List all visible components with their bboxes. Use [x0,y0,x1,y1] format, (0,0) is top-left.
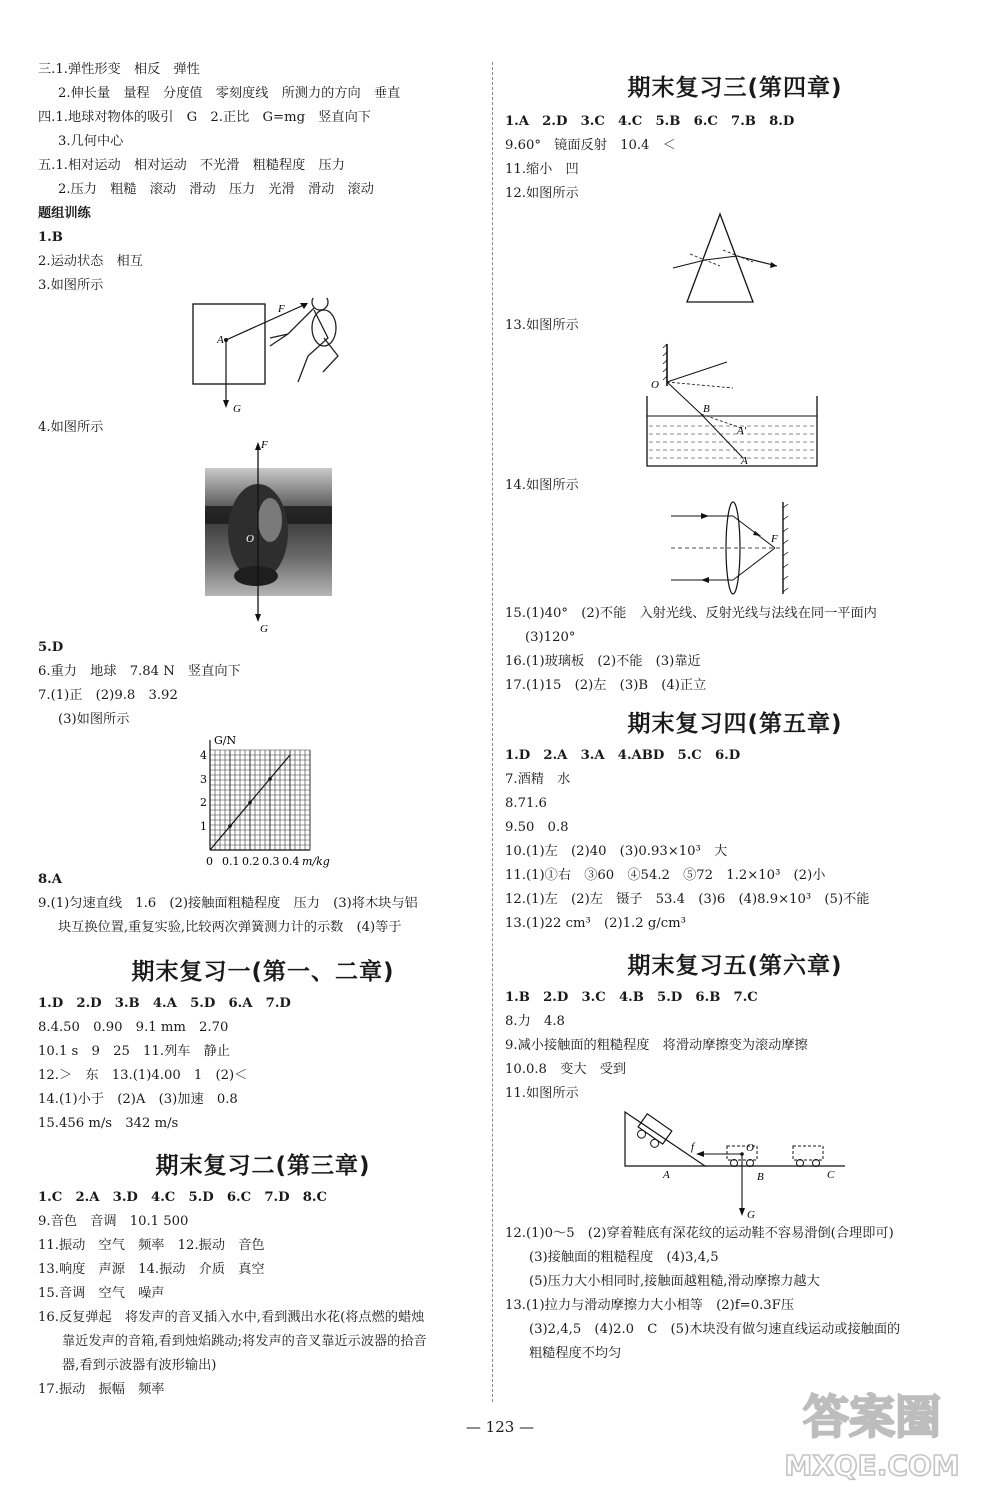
label-f: f [691,1141,695,1153]
reflected-ray [667,362,727,382]
answer-line: 12.(1)左 (2)左 镊子 53.4 (3)6 (4)8.9×10³ (5)不能 [505,892,870,907]
label-g: G [260,623,268,635]
answer-line: 1.C 2.A 3.D 4.C 5.D 6.C 7.D 8.C [38,1190,327,1205]
water-svg [505,338,965,474]
answer-line: 2.运动状态 相互 [38,254,143,269]
answer-line: 14.(1)小于 (2)A (3)加速 0.8 [38,1092,238,1107]
x-tick: 0.4 [282,855,300,868]
answer-line: 12.如图所示 [505,186,579,201]
y-tick: 3 [200,773,207,786]
answer-line: 2.伸长量 量程 分度值 零刻度线 所测力的方向 垂直 [58,86,401,101]
column-divider [492,62,493,1402]
answer-line: 1.A 2.D 3.C 4.C 5.B 6.C 7.B 8.D [505,114,795,129]
answer-line: 17.(1)15 (2)左 (3)B (4)正立 [505,678,707,693]
force-g-head [255,614,261,622]
figure-13-water [505,338,965,474]
label-o: O [651,379,659,391]
label-f: F [278,303,285,315]
answer-line: 7.(1)正 (2)9.8 3.92 [38,688,178,703]
answer-line: 8.力 4.8 [505,1014,565,1029]
watermark-logo [762,1375,982,1485]
answer-line: 靠近发声的音箱,看到烛焰跳动;将发声的音叉靠近示波器的拾音 [62,1334,427,1349]
refracted-ray [705,256,737,260]
answer-line: 13.如图所示 [505,318,579,333]
answer-line: 11.(1)①右 ③60 ④54.2 ⑤72 1.2×10³ (2)小 [505,868,826,883]
x-tick: 0.1 [222,855,240,868]
answer-line: 15.音调 空气 噪声 [38,1286,165,1301]
answer-line: 1.B 2.D 3.C 4.B 5.D 6.B 7.C [505,990,758,1005]
incline-svg [505,1106,965,1222]
dashed-ray [667,382,733,388]
answer-line: 11.振动 空气 频率 12.振动 音色 [38,1238,265,1253]
answer-line: 13.响度 声源 14.振动 介质 真空 [38,1262,265,1277]
answer-line: 1.D 2.D 3.B 4.A 5.D 6.A 7.D [38,996,291,1011]
answer-line: 1.B [38,230,63,245]
review-5-title: 期末复习五(第六章) [627,953,843,979]
answer-line: 14.如图所示 [505,478,579,493]
graph-x-label: m/kg [302,855,330,868]
y-tick: 2 [200,796,207,809]
figure-4-photo [38,440,488,636]
mirror-hatch [783,504,788,592]
ray-arrow [770,262,777,268]
answer-line: (5)压力大小相同时,接触面越粗糙,滑动摩擦力越大 [529,1274,820,1289]
answer-line: 1.D 2.A 3.A 4.ABD 5.C 6.D [505,748,741,763]
svg-text:答案圈: 答案圈 [803,1390,941,1444]
answer-line: 3.几何中心 [58,134,124,149]
graph-y-label: G/N [214,734,237,747]
answer-line: 9.60° 镜面反射 10.4 ＜ [505,138,676,153]
container [647,396,817,466]
answer-line: 2.压力 粗糙 滚动 滑动 压力 光滑 滑动 滚动 [58,182,374,197]
page-number: — 123 — [465,1418,535,1436]
label-g: G [233,403,241,415]
answer-line: 9.(1)匀速直线 1.6 (2)接触面粗糙程度 压力 (3)将木块与铝 [38,896,418,911]
incline [625,1112,705,1166]
data-point [248,801,252,805]
right-column [505,66,965,1366]
x-tick: 0.2 [242,855,260,868]
photo-shadow [234,566,278,586]
answer-line: 7.酒精 水 [505,772,571,787]
answer-line: 8.4.50 0.90 9.1 mm 2.70 [38,1020,229,1035]
answer-line: (3)如图所示 [58,712,130,727]
answer-line: 12.＞ 东 13.(1)4.00 1 (2)＜ [38,1068,248,1083]
answer-line: 10.0.8 变大 受到 [505,1062,627,1077]
prism-svg [505,206,965,314]
figure-12-prism [505,206,965,314]
friction-arrow-head [696,1151,704,1157]
label-f: F [771,533,778,545]
y-tick: 1 [200,820,207,833]
gravity-arrow-head [739,1208,745,1216]
answer-line: 16.反复弹起 将发声的音叉插入水中,看到溅出水花(将点燃的蜡烛 [38,1310,425,1325]
answer-line: 器,看到示波器有波形输出) [62,1358,217,1373]
answer-line: 17.振动 振幅 频率 [38,1382,165,1397]
answer-line: 12.(1)0～5 (2)穿着鞋底有深花纹的运动鞋不容易滑倒(合理即可) [505,1226,894,1241]
label-b: B [757,1171,764,1183]
y-tick: 4 [200,749,207,762]
photo-highlight [258,498,282,542]
label-a: A [741,455,748,467]
incident-ray [667,382,701,414]
label-g: G [747,1209,755,1221]
answer-line: 粗糙程度不均匀 [529,1346,622,1361]
review-4-title: 期末复习四(第五章) [627,711,843,737]
answer-line: 15.(1)40° (2)不能 入射光线、反射光线与法线在同一平面内 [505,606,877,621]
answer-line: 15.456 m/s 342 m/s [38,1116,179,1131]
answer-line: 11.如图所示 [505,1086,579,1101]
review-3-title: 期末复习三(第四章) [627,75,843,101]
g-m-graph-svg [38,732,488,868]
water-lines [649,426,815,458]
left-column [38,58,488,1402]
figure-3-svg [38,298,488,416]
label-f: F [261,440,268,451]
label-o: O [746,1142,754,1154]
point-o [740,1152,744,1156]
answer-line: 16.(1)玻璃板 (2)不能 (3)靠近 [505,654,701,669]
group-title: 题组训练 [38,206,91,221]
figure-11-incline [505,1106,965,1222]
box-shape [193,304,265,384]
force-arrow [226,304,306,340]
review-1-title: 期末复习一(第一、二章) [131,959,395,985]
answer-line: 10.1 s 9 25 11.列车 静止 [38,1044,230,1059]
figure-14-lens [505,498,965,602]
label-a: A [217,334,224,346]
gravity-arrow-head [223,400,229,408]
lens-svg [505,498,965,602]
answer-line: 10.(1)左 (2)40 (3)0.93×10³ 大 [505,844,728,859]
review-2-title: 期末复习二(第三章) [155,1153,371,1179]
answer-line: 13.(1)拉力与滑动摩擦力大小相等 (2)f=0.3F压 [505,1298,795,1313]
cart-on-incline [634,1114,672,1151]
answer-line: (3)2,4,5 (4)2.0 C (5)木块没有做匀速直线运动或接触面的 [529,1322,901,1337]
label-b: B [703,403,710,415]
label-o: O [246,533,254,545]
svg-text:MXQE.COM: MXQE.COM [784,1449,960,1482]
answer-line: 8.A [38,872,62,887]
answer-line: 6.重力 地球 7.84 N 竖直向下 [38,664,241,679]
answer-line: 5.D [38,640,64,655]
data-point [268,777,272,781]
figure-g-m-graph [38,732,488,868]
label-a: A [663,1169,670,1181]
figure-3-push-box [38,298,488,416]
answer-line: 五.1.相对运动 相对运动 不光滑 粗糙程度 压力 [38,158,345,173]
cart-dashed-c [793,1146,823,1160]
label-a-prime: A' [737,425,747,437]
answer-line: 3.如图所示 [38,278,104,293]
x-tick: 0.3 [262,855,280,868]
label-c: C [827,1169,835,1181]
answer-line: 四.1.地球对物体的吸引 G 2.正比 G=mg 竖直向下 [38,110,371,125]
answer-line: 4.如图所示 [38,420,104,435]
x-tick: 0 [206,855,213,868]
answer-line: 8.71.6 [505,796,547,811]
answer-line: (3)接触面的粗糙程度 (4)3,4,5 [529,1250,719,1265]
answer-line: 11.缩小 凹 [505,162,579,177]
answer-line: 9.减小接触面的粗糙程度 将滑动摩擦变为滚动摩擦 [505,1038,808,1053]
answer-line: 块互换位置,重复实验,比较两次弹簧测力计的示数 (4)等于 [58,920,402,935]
answer-line: 9.50 0.8 [505,820,569,835]
arrow-head [701,513,709,519]
answer-line: 三.1.弹性形变 相反 弹性 [38,62,200,77]
figure-4-svg [38,440,488,636]
answer-line: (3)120° [525,630,576,645]
answer-line: 13.(1)22 cm³ (2)1.2 g/cm³ [505,916,686,931]
arrow-head [701,577,709,583]
data-point [228,824,232,828]
answer-line: 9.音色 音调 10.1 500 [38,1214,189,1229]
